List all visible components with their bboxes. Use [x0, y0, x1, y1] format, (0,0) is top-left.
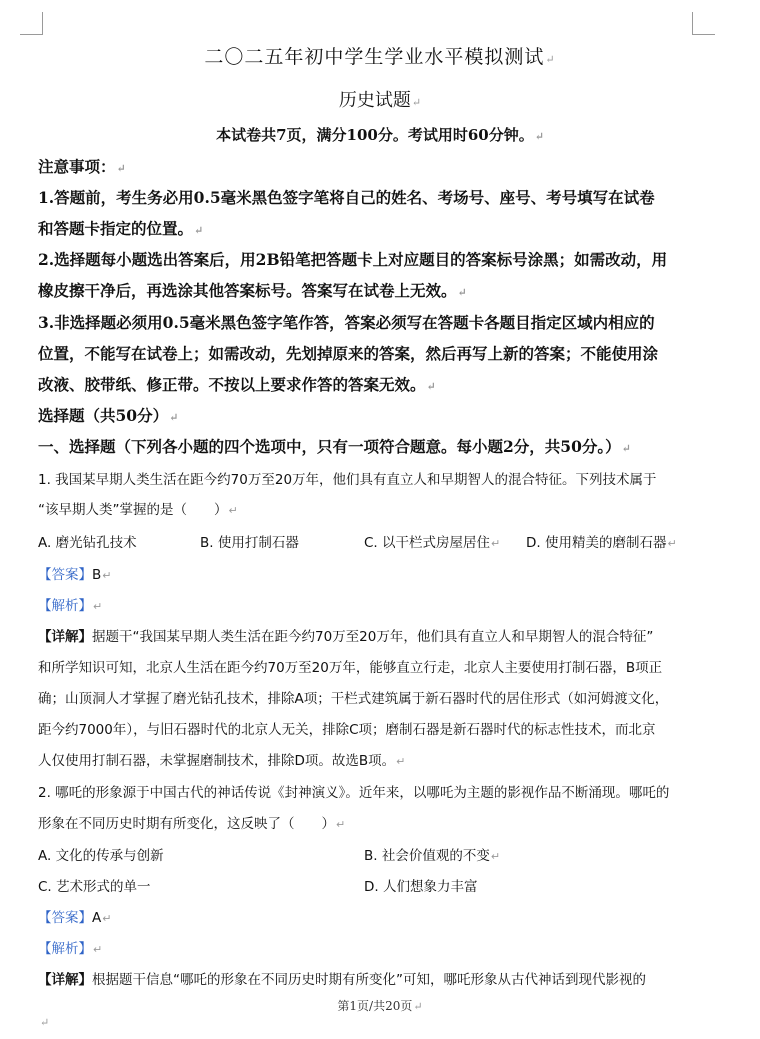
q2-option-d: D. 人们想象力丰富 [364, 879, 478, 895]
q2-detail: 【详解】根据题干信息“哪吒的形象在不同历史时期有所变化”可知，哪吒形象从古代神话到现代影视的 [38, 972, 646, 988]
q1-stem: 1. 我国某早期人类生活在距今约70万至20万年，他们具有直立人和早期智人的混合特征。下列技术属于 [38, 472, 657, 488]
q2-stem: 2. 哪吒的形象源于中国古代的神话传说《封神演义》。近年来，以哪吒为主题的影视作品不断涌现。哪吒的 [38, 785, 670, 801]
q2-option-b: B. 社会价值观的不变↵ [364, 848, 501, 864]
paragraph-mark: ↵ [40, 1016, 50, 1029]
notice-line: 2.选择题每小题选出答案后，用2B铅笔把答题卡上对应题目的答案标号涂黑；如需改动，用 [38, 250, 668, 269]
notice-line: 改液、胶带纸、修正带。不按以上要求作答的答案无效。↵ [38, 375, 436, 394]
page-footer: 第1页/共20页↵ [337, 999, 423, 1013]
q1-detail: 人仅使用打制石器，未掌握磨制技术，排除D项。故选B项。↵ [38, 753, 406, 769]
notice-heading: 注意事项：↵ [38, 157, 126, 176]
crop-mark-top-left [20, 12, 43, 35]
q1-detail: 确；山顶洞人才掌握了磨光钻孔技术，排除A项；干栏式建筑属于新石器时代的居住形式（如河姆渡文化， [38, 691, 669, 707]
q2-answer: 【答案】A↵ [38, 910, 112, 926]
exam-title: 二〇二五年初中学生学业水平模拟测试↵ [204, 46, 556, 68]
notice-line: 位置，不能写在试卷上；如需改动，先划掉原来的答案，然后再写上新的答案；不能使用涂 [38, 344, 659, 363]
q2-option-c: C. 艺术形式的单一 [38, 879, 151, 895]
q1-detail: 距今约7000年），与旧石器时代的北京人无关，排除C项；磨制石器是新石器时代的标志性技术，而北京 [38, 722, 656, 738]
part-title: 一、选择题（下列各小题的四个选项中，只有一项符合题意。每小题2分，共50分。）↵ [38, 437, 631, 456]
q1-answer: 【答案】B↵ [38, 567, 112, 583]
crop-mark-top-right [692, 12, 715, 35]
q1-option-a: A. 磨光钻孔技术 [38, 535, 137, 551]
q2-option-a: A. 文化的传承与创新 [38, 848, 164, 864]
q1-analysis-label: 【解析】↵ [38, 598, 103, 614]
q1-option-c: C. 以干栏式房屋居住↵ [364, 535, 501, 551]
q1-stem: “该早期人类”掌握的是（ ）↵ [38, 502, 238, 518]
notice-line: 橡皮擦干净后，再选涂其他答案标号。答案写在试卷上无效。↵ [38, 281, 467, 300]
q1-detail: 【详解】据题干“我国某早期人类生活在距今约70万至20万年，他们具有直立人和早期智人的混合特征” [38, 629, 654, 645]
q2-analysis-label: 【解析】↵ [38, 941, 103, 957]
q1-option-b: B. 使用打制石器 [200, 535, 299, 551]
q2-stem: 形象在不同历史时期有所变化，这反映了（ ）↵ [38, 816, 346, 832]
notice-line: 1.答题前，考生务必用0.5毫米黑色签字笔将自己的姓名、考场号、座号、考号填写在试卷 [38, 188, 655, 207]
section-title: 选择题（共50分）↵ [38, 406, 179, 425]
notice-line: 3.非选择题必须用0.5毫米黑色签字笔作答，答案必须写在答题卡各题目指定区域内相应的 [38, 313, 655, 332]
notice-line: 和答题卡指定的位置。↵ [38, 219, 204, 238]
q1-option-d: D. 使用精美的磨制石器↵ [526, 535, 677, 551]
q1-detail: 和所学知识可知，北京人生活在距今约70万至20万年，能够直立行走，北京人主要使用打制石器，B项正 [38, 660, 663, 676]
subject-title: 历史试题↵ [338, 90, 422, 111]
exam-info: 本试卷共7页，满分100分。考试用时60分钟。↵ [216, 126, 544, 144]
